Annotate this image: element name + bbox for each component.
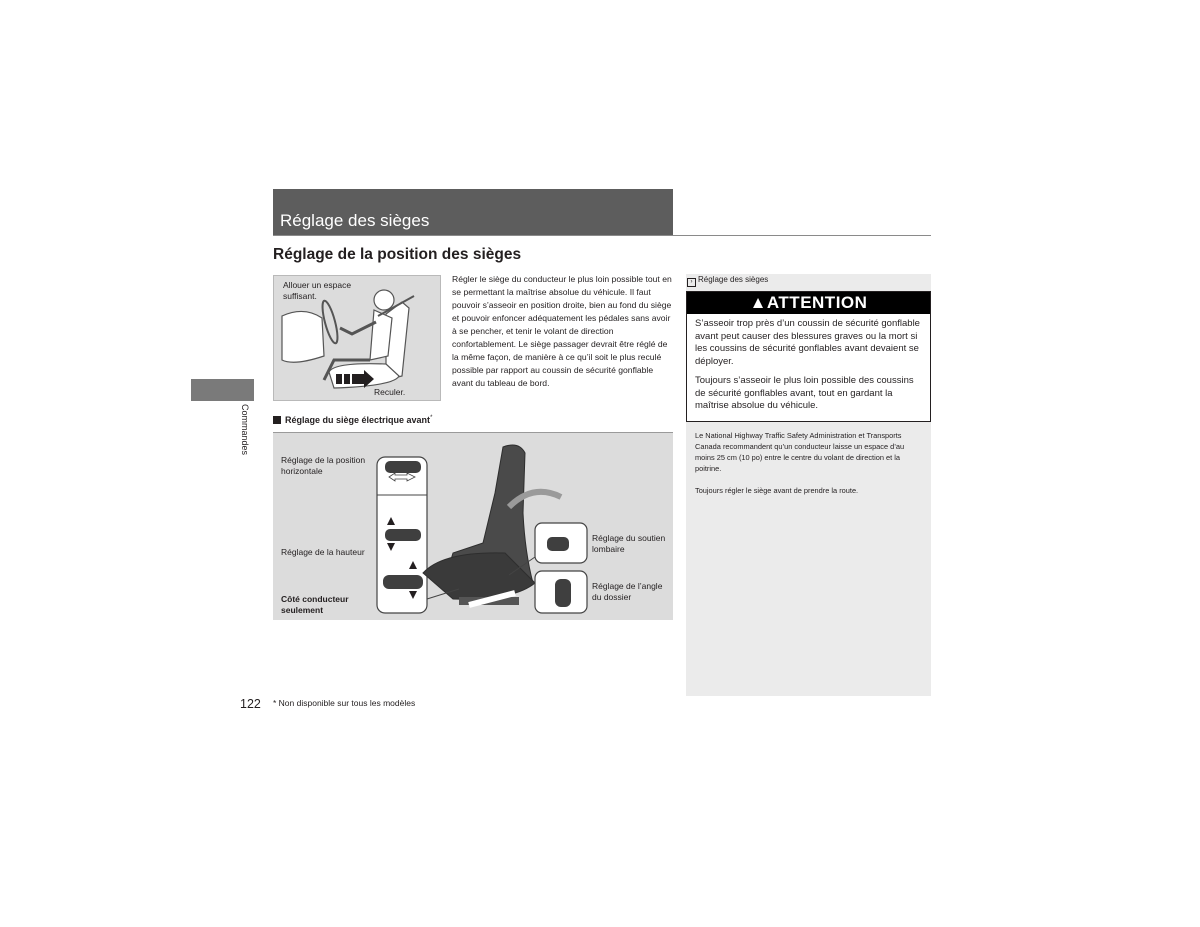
label-horizontal-adjust: Réglage de la position horizontale <box>281 455 366 476</box>
page-number: 122 <box>240 697 261 711</box>
subsection-title: Réglage du siège électrique avant <box>285 415 431 425</box>
label-height-adjust: Réglage de la hauteur <box>281 547 365 557</box>
label-lumbar-adjust: Réglage du soutien lombaire <box>592 533 666 554</box>
warning-paragraph-2: Toujours s’asseoir le plus loin possible des coussins de sécurité gonflables avant, tout en gardant la maîtrise absolue du véhicule. <box>695 375 914 411</box>
warning-header <box>687 292 930 314</box>
title-divider <box>273 235 931 236</box>
reference-arrow-icon: › <box>687 278 696 287</box>
warning-triangle-icon: ▲ <box>749 293 767 312</box>
label-backrest-adjust: Réglage de l’angle du dossier <box>592 581 663 602</box>
sidebar-ref-label: Réglage des sièges <box>698 275 769 284</box>
page-title: Réglage de la position des sièges <box>273 246 522 263</box>
chapter-label: Commandes <box>240 404 250 456</box>
chapter-thumb-tab <box>191 379 254 401</box>
footnote: * Non disponible sur tous les modèles <box>273 698 416 708</box>
section-title: Réglage des sièges <box>280 211 430 230</box>
sidebar-note-1: Le National Highway Traffic Safety Administration et Transports Canada recommandent qu’un conducteur laisse un espace d’au moins 25 cm (10 po) entre le centre du volant de direction et la poitrine. <box>695 431 905 473</box>
figure-label-back: Reculer. <box>374 387 406 397</box>
sidebar-reference <box>687 275 768 287</box>
warning-paragraph-1: S’asseoir trop près d’un coussin de sécurité gonflable avant peut causer des blessures graves ou la mort si les coussins de sécurité gonflables avant devaient se déployer. <box>695 318 920 367</box>
warning-title: ATTENTION <box>766 293 868 312</box>
bullet-square-icon <box>273 416 281 424</box>
body-paragraph: Régler le siège du conducteur le plus loin possible tout en se permettant la maîtrise absolue du véhicule. Il faut pouvoir s’asseoir en position droite, bien au fond du siège et pouvoir enfoncer adéquatement les pédales sans avoir à se pencher, et tenir le volant de direction confortablement. Le siège passager devrait être réglé de la même façon, de manière à ce qu’il soit le plus reculé possible par rapport au coussin de sécurité gonflable avant du tableau de bord. <box>452 274 672 388</box>
power-seat-illustration <box>273 432 673 620</box>
footnote-mark: * <box>430 415 433 421</box>
sidebar-note-2: Toujours régler le siège avant de prendre la route. <box>695 486 859 495</box>
figure-label-space: Allouer un espace suffisant. <box>283 280 352 301</box>
label-driver-only: Côté conducteur seulement <box>281 594 349 615</box>
subsection-heading <box>273 415 432 425</box>
